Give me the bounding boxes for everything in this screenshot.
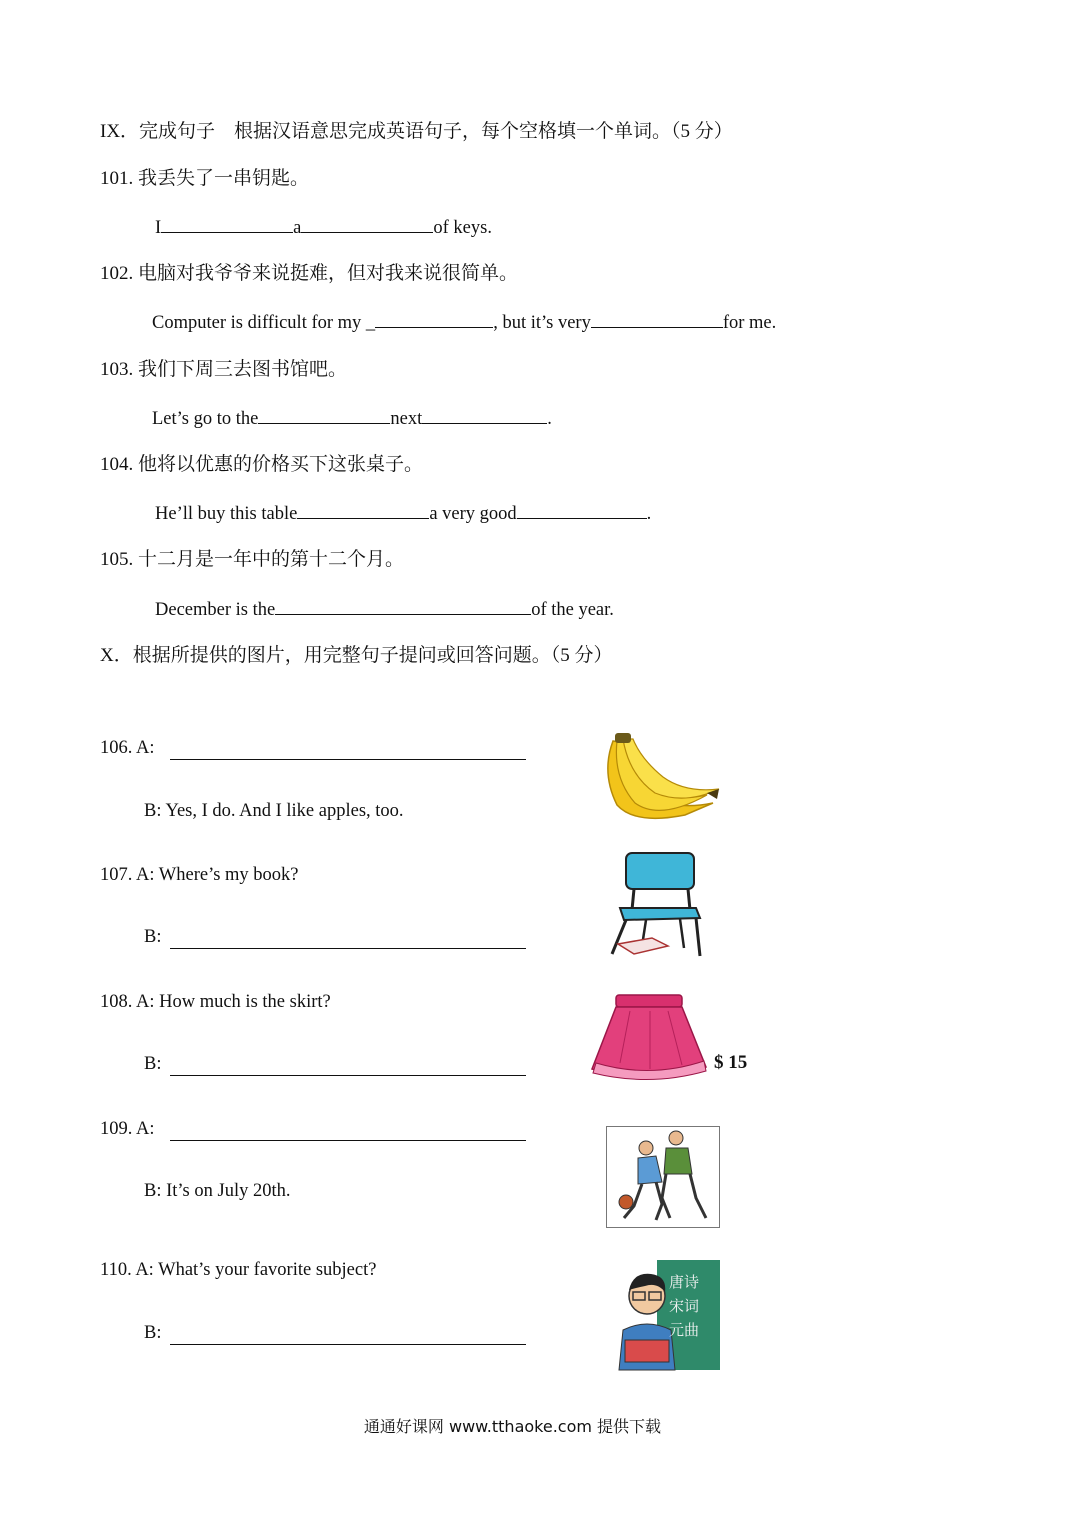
question-109-a: 109. A: — [100, 1119, 155, 1139]
pink-skirt-icon — [590, 993, 710, 1083]
blank-101-1[interactable] — [161, 214, 293, 233]
section-10-title: X．根据所提供的图片，用完整句子提问或回答问题。（5 分） — [100, 645, 613, 666]
question-107-a: 107. A: Where’s my book? — [100, 865, 299, 885]
board-text: 唐诗 宋词 元曲 — [669, 1273, 700, 1339]
question-103-sentence: Let’s go to the next . — [152, 405, 552, 430]
price-label: $ 15 — [714, 1052, 748, 1073]
chinese-teacher-picture — [617, 1260, 720, 1370]
chair-with-book-icon — [606, 850, 706, 960]
basketball-players-icon — [606, 1126, 720, 1228]
blank-105-1[interactable] — [275, 596, 531, 615]
blank-103-1[interactable] — [258, 405, 390, 424]
footer-text: 通通好课网 www.tthaoke.com 提供下载 — [363, 1417, 662, 1436]
question-106-b: B: Yes, I do. And I like apples, too. — [144, 801, 404, 821]
question-108-b: B: — [144, 1054, 162, 1074]
question-107-b: B: — [144, 927, 162, 947]
answer-line-110-b[interactable] — [170, 1344, 526, 1345]
blank-104-2[interactable] — [517, 500, 647, 519]
section-9-title: IX．完成句子 根据汉语意思完成英语句子，每个空格填一个单词。（5 分） — [100, 121, 733, 142]
blank-103-2[interactable] — [422, 405, 547, 424]
answer-line-107-b[interactable] — [170, 948, 526, 949]
answer-line-106-a[interactable] — [170, 759, 526, 760]
answer-line-109-a[interactable] — [170, 1140, 526, 1141]
question-105-chinese: 105. 十二月是一年中的第十二个月。 — [100, 549, 405, 570]
question-103-chinese: 103. 我们下周三去图书馆吧。 — [100, 359, 348, 380]
question-108-a: 108. A: How much is the skirt? — [100, 992, 331, 1012]
blank-101-2[interactable] — [301, 214, 433, 233]
bananas-icon — [595, 733, 725, 828]
question-105-sentence: December is the of the year. — [155, 596, 614, 621]
question-102-chinese: 102. 电脑对我爷爷来说挺难，但对我来说很简单。 — [100, 263, 519, 284]
blank-104-1[interactable] — [297, 500, 429, 519]
question-104-sentence: He’ll buy this table a very good . — [155, 500, 651, 525]
question-101-sentence: I a of keys. — [155, 214, 492, 239]
answer-line-108-b[interactable] — [170, 1075, 526, 1076]
question-102-sentence: Computer is difficult for my _ , but it’s very for me. — [152, 309, 776, 334]
question-109-b: B: It’s on July 20th. — [144, 1181, 291, 1201]
question-110-a: 110. A: What’s your favorite subject? — [100, 1260, 377, 1280]
question-101-chinese: 101. 我丢失了一串钥匙。 — [100, 168, 310, 189]
question-110-b: B: — [144, 1323, 162, 1343]
question-106-a: 106. A: — [100, 738, 155, 758]
question-104-chinese: 104. 他将以优惠的价格买下这张桌子。 — [100, 454, 424, 475]
blank-102-2[interactable] — [591, 309, 723, 328]
blank-102-1[interactable] — [375, 309, 493, 328]
